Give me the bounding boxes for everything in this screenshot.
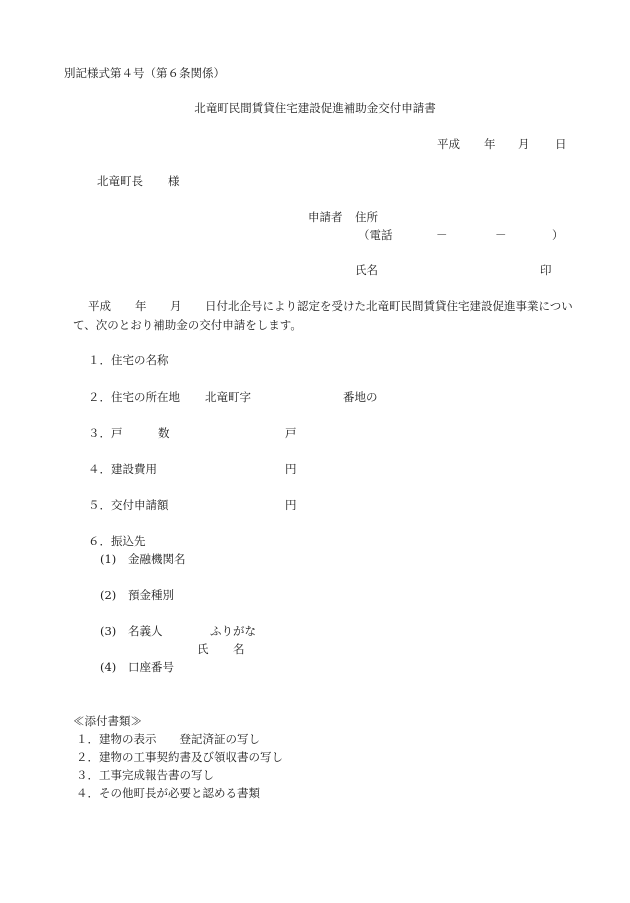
item-4-label: ４．建設費用 <box>88 462 157 476</box>
body-rest: 日付北企号により認定を受けた北竜町民間賃貸住宅建設促進事業につい <box>205 299 573 313</box>
addressee-honorific: 様 <box>168 174 180 188</box>
sub-2-label: 預金種別 <box>128 588 174 602</box>
sub-4-num: (4) <box>100 660 117 674</box>
item-3-unit: 戸 <box>285 426 297 440</box>
attachment-item: １．建物の表示 登記済証の写し <box>76 732 260 746</box>
body-line-2: て、次のとおり補助金の交付申請をします。 <box>73 318 302 332</box>
sub-3-label: 名義人 <box>128 624 163 638</box>
item-2-lot: 番地の <box>343 390 378 404</box>
item-2-label: ２．住宅の所在地 <box>88 390 180 404</box>
item-3-label-2: 数 <box>158 426 170 440</box>
form-number: 別記様式第４号（第６条関係） <box>64 66 225 80</box>
item-5-unit: 円 <box>285 498 297 512</box>
phone-close: ） <box>552 228 564 242</box>
applicant-address-label: 住所 <box>355 210 378 224</box>
sub-3-furigana: ふりがな <box>210 624 256 638</box>
date-month: 月 <box>518 137 530 151</box>
document-title: 北竜町民間賃貸住宅建設促進補助金交付申請書 <box>194 101 436 115</box>
applicant-name-label: 氏名 <box>355 263 378 277</box>
seal-mark: 印 <box>540 263 552 277</box>
phone-label: （電話 <box>358 228 393 242</box>
item-6-label: ６．振込先 <box>88 534 146 548</box>
date-day: 日 <box>555 137 567 151</box>
date-year: 年 <box>484 137 496 151</box>
addressee-name: 北竜町長 <box>97 174 143 188</box>
date-era: 平成 <box>437 137 460 151</box>
item-5-label: ５．交付申請額 <box>88 498 169 512</box>
attachment-item: ２．建物の工事契約書及び領収書の写し <box>76 750 283 764</box>
item-2-town: 北竜町字 <box>205 390 251 404</box>
body-year: 年 <box>135 299 147 313</box>
applicant-label: 申請者 <box>308 210 343 224</box>
item-1-label: １．住宅の名称 <box>88 353 169 367</box>
sub-3-name-b: 名 <box>233 642 245 656</box>
sub-1-num: (1) <box>100 552 117 566</box>
sub-2-num: (2) <box>100 588 117 602</box>
attachment-item: ３．工事完成報告書の写し <box>76 768 214 782</box>
sub-1-label: 金融機関名 <box>128 552 186 566</box>
phone-dash-2: － <box>495 228 507 242</box>
body-era: 平成 <box>88 299 111 313</box>
sub-4-label: 口座番号 <box>128 660 174 674</box>
body-month: 月 <box>170 299 182 313</box>
attachments-heading: ≪添付書類≫ <box>73 714 142 728</box>
item-4-unit: 円 <box>285 462 297 476</box>
item-3-label: ３．戸 <box>88 426 123 440</box>
phone-dash-1: － <box>436 228 448 242</box>
sub-3-num: (3) <box>100 624 117 638</box>
sub-3-name-a: 氏 <box>197 642 209 656</box>
attachment-item: ４．その他町長が必要と認める書類 <box>76 786 260 800</box>
